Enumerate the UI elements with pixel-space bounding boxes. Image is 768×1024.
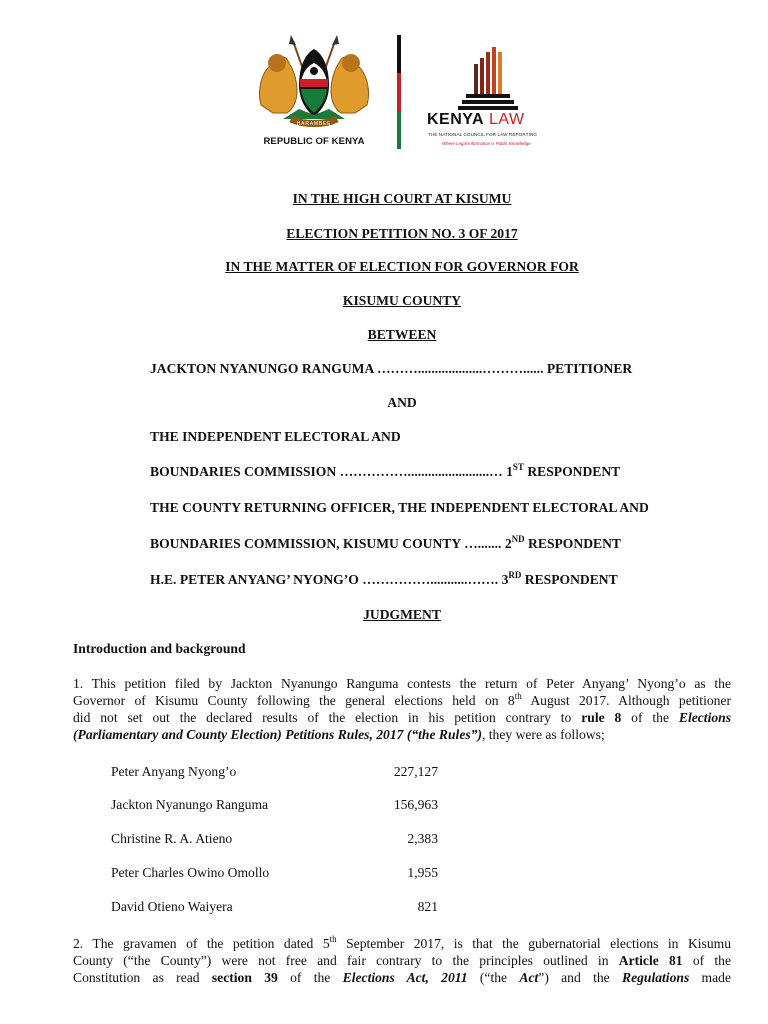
p2-line-3: Constitution as read section 39 of the Elections Act, 2011 (“the Act”) and the Regulations made [73,970,731,985]
candidate-votes: 821 [417,899,438,914]
candidate-name: Christine R. A. Atieno [111,831,233,846]
paragraph-1 [73,675,731,743]
kenya-law-subtitle: THE NATIONAL COUNCIL FOR LAW REPORTING [428,132,538,137]
motto-text: HARAMBEE [296,121,332,127]
and-heading: AND [387,395,417,410]
respondent-2-line-1: THE COUNTY RETURNING OFFICER, THE INDEPENDENT ELECTORAL AND [150,500,649,515]
petitioner-line: JACKTON NYANUNGO RANGUMA ………...................………...... PETITIONER [150,361,633,376]
result-row [111,831,511,849]
coat-of-arms-logo [253,33,375,153]
respondent-1-line-2: BOUNDARIES COMMISSION ……………........................… 1ST RESPONDENT [150,462,621,479]
candidate-votes: 2,383 [407,831,438,846]
republic-of-kenya-caption: REPUBLIC OF KENYA [263,136,365,147]
paragraph-2 [73,935,731,986]
kenya-law-pillars-icon [426,44,550,110]
petition-number: ELECTION PETITION NO. 3 OF 2017 [286,226,518,241]
p1-line-2: Governor of Kisumu County following the general elections held on 8th August 2017. Although petitioner [73,691,731,708]
candidate-name: David Otieno Waiyera [111,899,233,914]
county-heading: KISUMU COUNTY [342,293,462,308]
law-word: LAW [489,111,525,128]
flag-divider [397,35,401,149]
respondent-3-line: H.E. PETER ANYANG’ NYONG’O ……………...........……. 3RD RESPONDENT [150,570,618,587]
between-heading: BETWEEN [367,327,437,342]
candidate-votes: 156,963 [393,797,438,812]
respondent-1-line-1: THE INDEPENDENT ELECTORAL AND [150,429,401,444]
kenya-law-logo [426,44,550,154]
p1-line-1: 1. This petition filed by Jackton Nyanungo Ranguma contests the return of Peter Anyang’ Nyong’o as the [73,676,731,691]
candidate-name: Jackton Nyanungo Ranguma [111,797,269,812]
judgment-heading: JUDGMENT [363,607,441,622]
respondent-2-line-2: BOUNDARIES COMMISSION, KISUMU COUNTY …....... 2ND RESPONDENT [150,534,621,551]
coat-of-arms-icon [253,33,375,133]
result-row [111,797,511,815]
kenya-law-wordmark [427,111,525,129]
candidate-votes: 1,955 [407,865,438,880]
p1-line-4: (Parliamentary and County Election) Petitions Rules, 2017 (“the Rules”), they were as follows; [73,727,605,742]
result-row [111,764,511,782]
p2-line-2: County (“the County”) were not free and fair contrary to the principles outlined in Article 81 of the [73,953,732,968]
kenya-word: KENYA [427,111,485,128]
court-heading: IN THE HIGH COURT AT KISUMU [292,191,512,206]
candidate-name: Peter Anyang Nyong’o [111,764,237,779]
p2-line-1: 2. The gravamen of the petition dated 5th September 2017, is that the gubernatorial elections in Kisumu [73,934,731,951]
section-heading: Introduction and background [73,641,246,656]
candidate-votes: 227,127 [393,764,438,779]
result-row [111,899,511,917]
result-row [111,865,511,883]
p1-line-3: did not set out the declared results of the election in his petition contrary to rule 8 of the Elections [73,710,731,725]
kenya-law-tagline: Where Legal Information is Public Knowledge [442,141,531,146]
matter-heading: IN THE MATTER OF ELECTION FOR GOVERNOR FOR [225,259,579,274]
candidate-name: Peter Charles Owino Omollo [111,865,270,880]
